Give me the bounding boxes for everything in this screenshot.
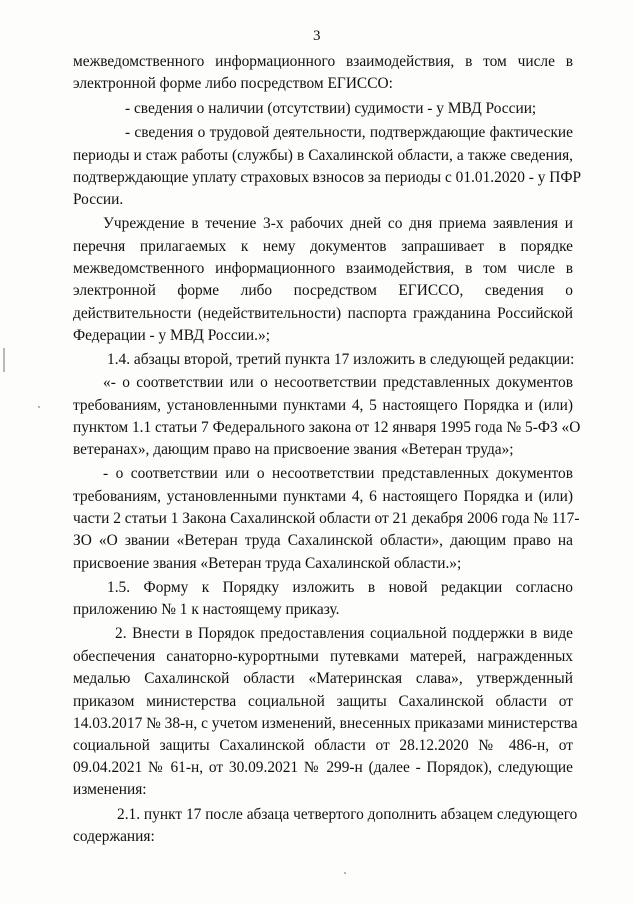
paragraph-first-line: Учреждение в течение 3-х рабочих дней со дня приема заявления и [103, 215, 573, 232]
scan-artifact [3, 348, 5, 372]
text-line: требованиям, установленными пунктами 4, 6 настоящего Порядка и (или) [73, 488, 573, 505]
text-line: приложению № 1 к настоящему приказу. [73, 601, 340, 618]
paragraph-first-line: 1.5. Форму к Порядку изложить в новой редакции согласно [107, 579, 573, 596]
list-item: - сведения о трудовой деятельности, подтверждающие фактические [125, 124, 573, 141]
scan-artifact [344, 872, 346, 874]
list-item: - сведения о наличии (отсутствии) судимости - у МВД России; [125, 100, 537, 117]
text-line: социальной защиты Сахалинской области от 28.12.2020 № 486-н, от [73, 737, 573, 754]
text-line: обеспечения санаторно-курортными путевками матерей, награжденных [73, 648, 573, 665]
paragraph-first-line: 2. Внести в Порядок предоставления социальной поддержки в виде [115, 625, 573, 642]
text-line: содержания: [73, 828, 155, 845]
text-line: России. [73, 191, 124, 208]
paragraph-first-line: «- о соответствии или о несоответствии представленных документов [103, 374, 573, 391]
text-line: межведомственного информационного взаимодействия, в том числе в [73, 260, 573, 277]
text-line: перечня прилагаемых к нему документов запрашивает в порядке [73, 238, 573, 255]
text-line: действительности (недействительности) паспорта гражданина Российской [73, 305, 573, 322]
text-line: изменения: [73, 781, 147, 798]
page-number: 3 [313, 28, 321, 44]
text-line: присвоение звания «Ветеран труда Сахалинской области.»; [73, 555, 462, 572]
text-line: межведомственного информационного взаимодействия, в том числе в [73, 53, 573, 70]
paragraph-first-line: 1.4. абзацы второй, третий пункта 17 изложить в следующей редакции: [107, 351, 575, 368]
text-line: ветеранах», дающим право на присвоение звания «Ветеран труда»; [73, 441, 514, 458]
text-line: 09.04.2021 № 61-н, от 30.09.2021 № 299-н (далее - Порядок), следующие [73, 759, 573, 776]
text-line: медалью Сахалинской области «Материнская слава», утвержденный [73, 670, 573, 687]
text-line: пунктом 1.1 статьи 7 Федерального закона от 12 января 1995 года № 5-ФЗ «О [73, 419, 581, 436]
text-line: подтверждающие уплату страховых взносов за периоды с 01.01.2020 - у ПФР [73, 169, 582, 186]
text-line: требованиям, установленными пунктами 4, 5 настоящего Порядка и (или) [73, 397, 573, 414]
text-line: Федерации - у МВД России.»; [73, 327, 270, 344]
text-line: части 2 статьи 1 Закона Сахалинской области от 21 декабря 2006 года № 117- [73, 510, 580, 527]
text-line: электронной форме либо посредством ЕГИССО, сведения о [73, 282, 573, 299]
text-line: 14.03.2017 № 38-н, с учетом изменений, внесенных приказами министерства [73, 715, 578, 732]
text-line: приказом министерства социальной защиты Сахалинской области от [73, 693, 573, 710]
text-line: электронной форме либо посредством ЕГИССО: [73, 75, 393, 92]
paragraph-first-line: - о соответствии или о несоответствии представленных документов [103, 465, 573, 482]
paragraph-first-line: 2.1. пункт 17 после абзаца четвертого дополнить абзацем следующего [117, 806, 578, 823]
scan-artifact [38, 406, 40, 408]
text-line: периоды и стаж работы (службы) в Сахалинской области, а также сведения, [73, 147, 573, 164]
text-line: ЗО «О звании «Ветеран труда Сахалинской области», дающим право на [73, 532, 573, 549]
